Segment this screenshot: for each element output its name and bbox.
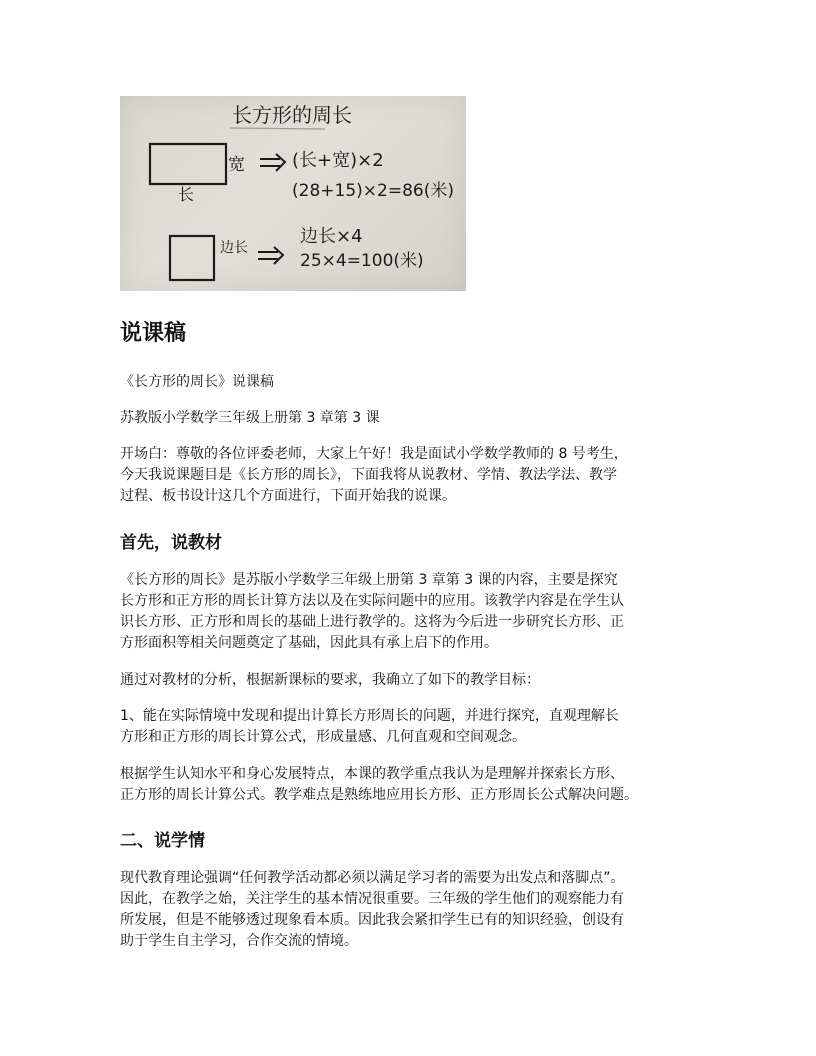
rect1-length-label: 长 bbox=[178, 185, 195, 204]
section-heading-learners: 二、说学情 bbox=[120, 831, 205, 851]
implies-arrow-icon bbox=[258, 247, 283, 264]
square-sketch bbox=[170, 236, 214, 280]
formula2-line2: 25×4=100(米) bbox=[300, 251, 424, 271]
paragraph-line: 方形和正方形的周长计算公式，形成量感、几何直观和空间观念。 bbox=[120, 729, 526, 745]
implies-arrow-icon bbox=[260, 154, 285, 171]
rect2-side-label: 边长 bbox=[220, 240, 248, 256]
paragraph-line: 识长方形、正方形和周长的基础上进行教学的。这将为今后进一步研究长方形、正 bbox=[120, 614, 624, 630]
whiteboard-photo bbox=[120, 96, 466, 291]
paragraph-line: 所发展，但是不能够透过现象看本质。因此我会紧扣学生已有的知识经验，创设有 bbox=[120, 912, 624, 928]
goal-1-paragraph bbox=[120, 706, 710, 748]
key-points-paragraph bbox=[120, 764, 710, 806]
textbook-reference: 苏教版小学数学三年级上册第 3 章第 3 课 bbox=[120, 410, 380, 426]
page-title: 说课稿 bbox=[120, 321, 187, 346]
paragraph-line: 今天我说课题目是《长方形的周长》，下面我将从说教材、学情、教法学法、教学 bbox=[120, 467, 617, 483]
section-heading-textbook: 首先，说教材 bbox=[120, 533, 222, 553]
paragraph-line: 因此，在教学之始，关注学生的基本情况很重要。三年级的学生他们的观察能力有 bbox=[120, 891, 624, 907]
formula1-line2: (28+15)×2=86(米) bbox=[292, 181, 454, 201]
paragraph-line: 长方形和正方形的周长计算方法以及在实际问题中的应用。该教学内容是在学生认 bbox=[120, 593, 624, 609]
paragraph-line: 方形面积等相关问题奠定了基础，因此具有承上启下的作用。 bbox=[120, 635, 498, 651]
paragraph-line: 过程、板书设计这几个方面进行，下面开始我的说课。 bbox=[120, 488, 456, 504]
opening-paragraph bbox=[120, 444, 710, 507]
textbook-analysis-paragraph bbox=[120, 570, 710, 654]
formula2-line1: 边长×4 bbox=[300, 226, 363, 247]
paragraph-line: 《长方形的周长》是苏版小学数学三年级上册第 3 章第 3 课的内容，主要是探究 bbox=[120, 572, 618, 588]
paragraph-line: 现代教育理论强调“任何教学活动都必须以满足学习者的需要为出发点和落脚点”。 bbox=[120, 870, 625, 886]
document-subtitle: 《长方形的周长》说课稿 bbox=[120, 374, 274, 390]
photo-title: 长方形的周长 bbox=[232, 103, 352, 127]
learners-paragraph bbox=[120, 868, 710, 952]
paragraph-line: 1、能在实际情境中发现和提出计算长方形周长的问题，并进行探究，直观理解长 bbox=[120, 708, 619, 724]
paragraph-line: 开场白：尊敬的各位评委老师，大家上午好！我是面试小学数学教师的 8 号考生， bbox=[120, 446, 628, 462]
paragraph-line: 助于学生自主学习，合作交流的情境。 bbox=[120, 933, 358, 949]
handwritten-notes-drawing bbox=[120, 96, 466, 291]
rectangle-sketch bbox=[150, 144, 226, 184]
paragraph-line: 根据学生认知水平和身心发展特点，本课的教学重点我认为是理解并探索长方形、 bbox=[120, 766, 624, 782]
rect1-width-label: 宽 bbox=[228, 155, 245, 175]
goals-intro-paragraph: 通过对教材的分析，根据新课标的要求，我确立了如下的教学目标： bbox=[120, 672, 540, 688]
formula1-line1: (长+宽)×2 bbox=[292, 150, 384, 171]
paragraph-line: 正方形的周长计算公式。教学难点是熟练地应用长方形、正方形周长公式解决问题。 bbox=[120, 787, 638, 803]
